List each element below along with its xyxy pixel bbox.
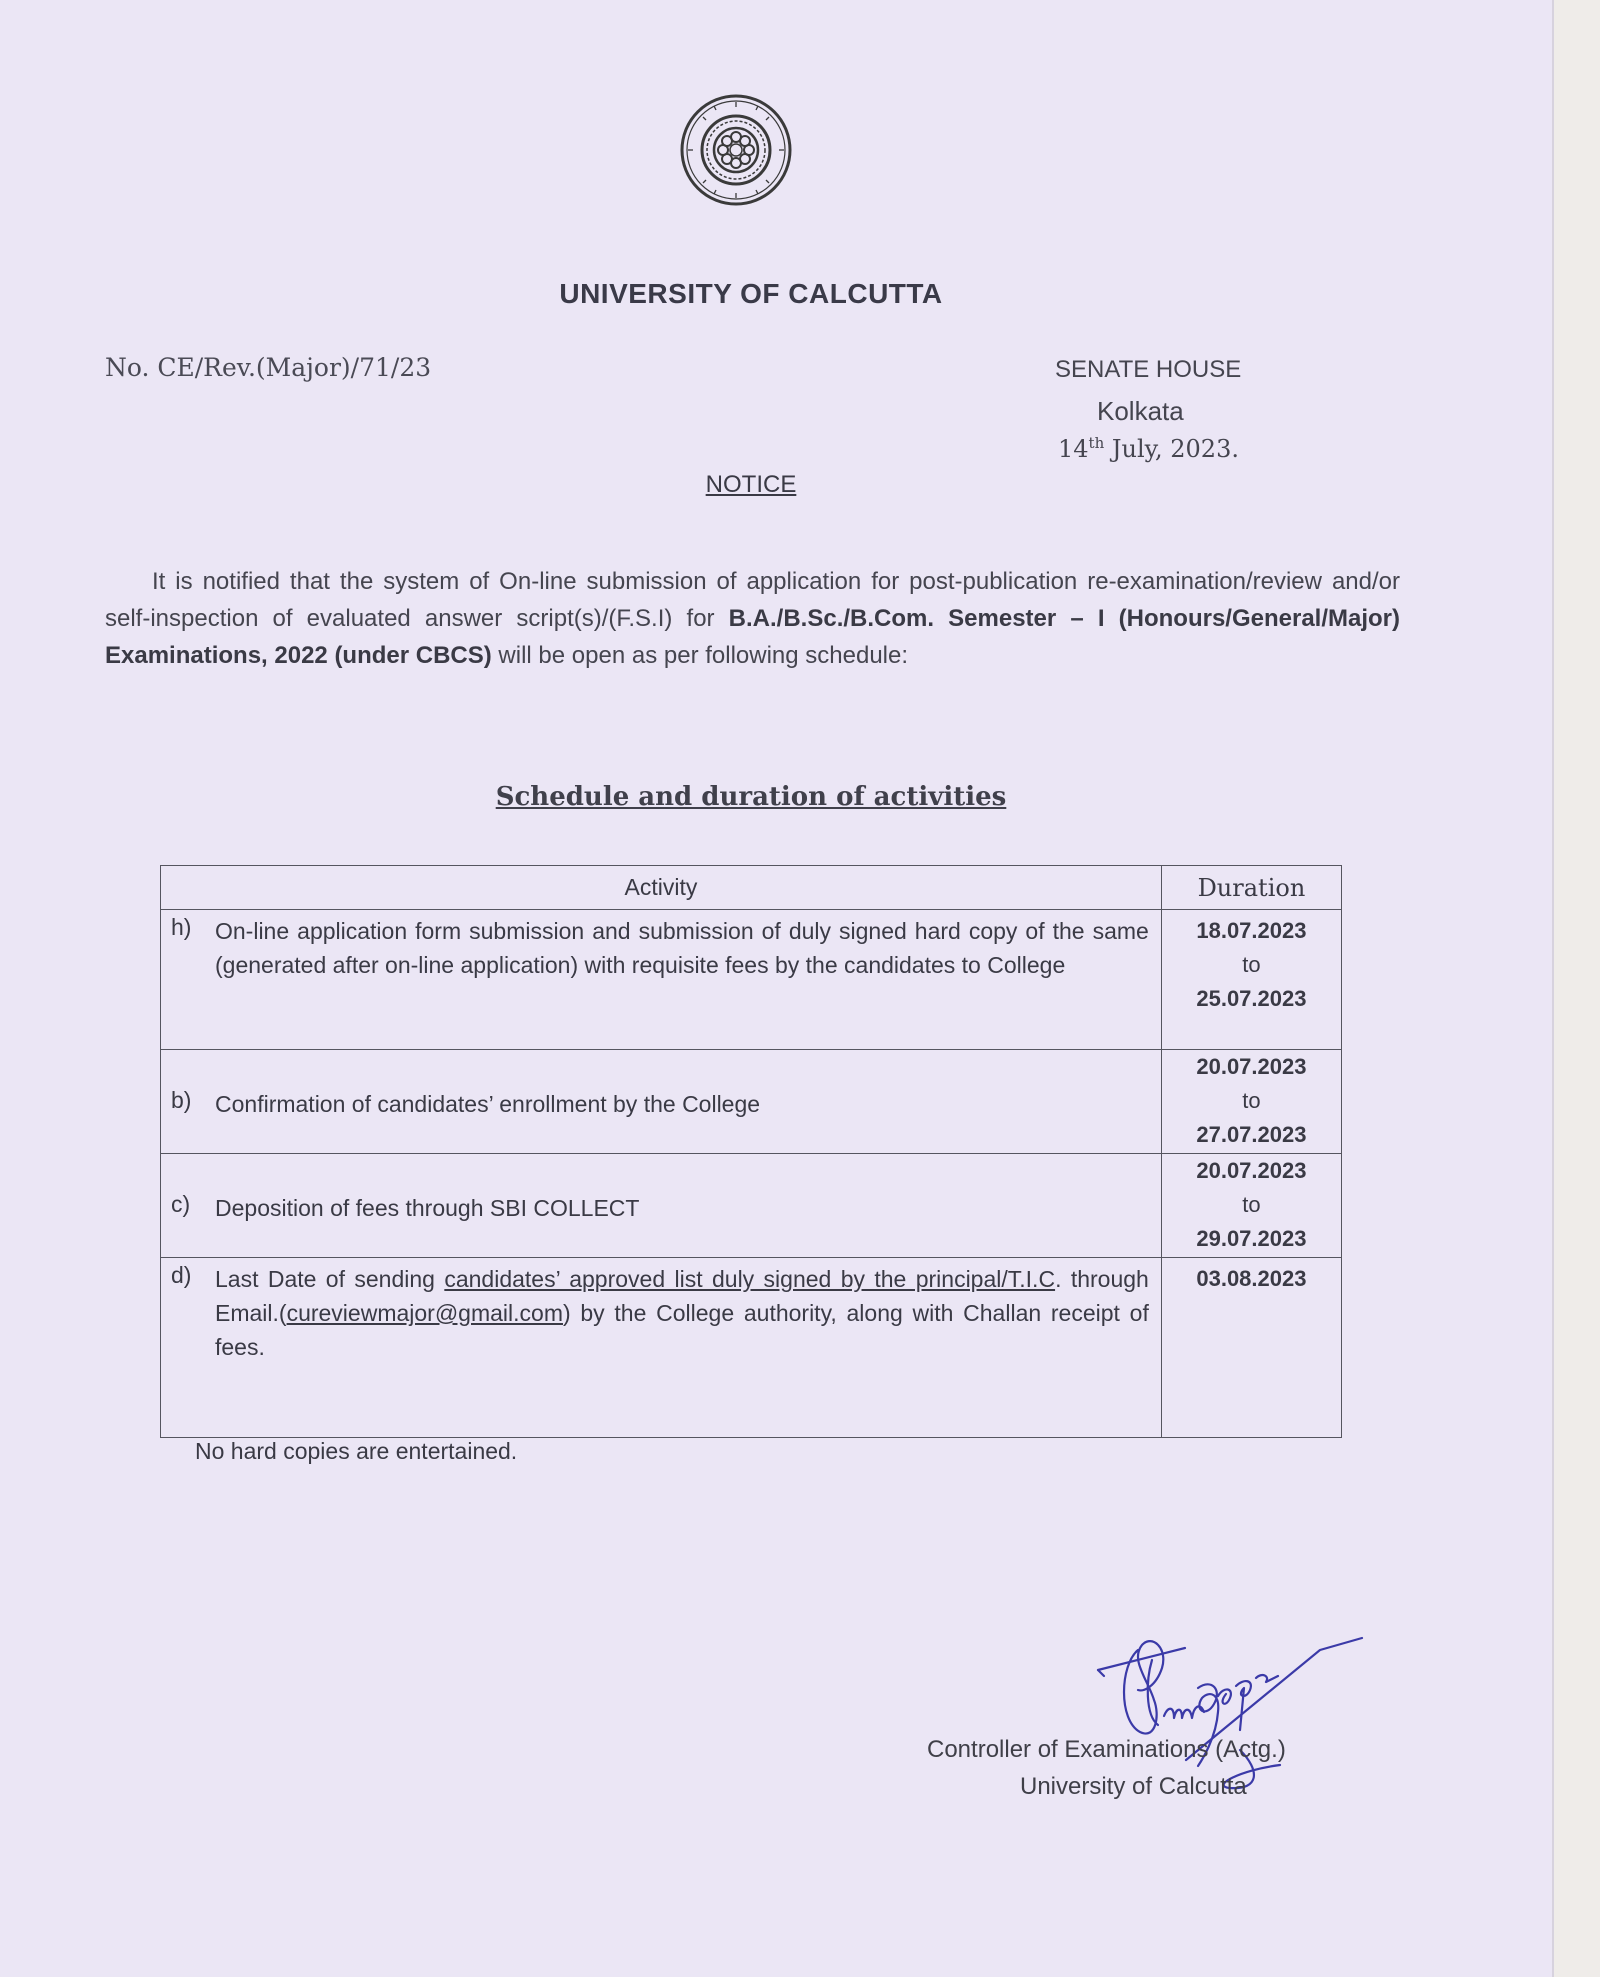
activity-cell: [161, 910, 1162, 1050]
duration-to-word: to: [1242, 1192, 1261, 1217]
duration-from: 20.07.2023: [1196, 1054, 1307, 1079]
duration-from: 20.07.2023: [1196, 1158, 1307, 1183]
notice-heading: NOTICE: [705, 471, 797, 498]
activity-label: d): [171, 1262, 192, 1288]
activity-cell: [161, 1154, 1162, 1258]
duration-cell: [1161, 910, 1341, 1050]
schedule-title: Schedule and duration of activities: [495, 782, 1007, 812]
duration-to: 25.07.2023: [1196, 986, 1307, 1011]
date-day: 14: [1058, 435, 1089, 463]
signatory-title: Controller of Examinations (Actg.): [927, 1736, 1286, 1763]
duration-to-word: to: [1242, 952, 1261, 977]
university-title: UNIVERSITY OF CALCUTTA: [559, 278, 943, 309]
table-row: [161, 1154, 1342, 1258]
duration-cell: [1161, 1258, 1341, 1438]
page-edge: [1552, 0, 1600, 1977]
table-header-row: [161, 866, 1342, 910]
header-duration: Duration: [1161, 866, 1341, 910]
approved-list-phrase: candidates’ approved list duly signed by the principal/T.I.C: [444, 1266, 1056, 1292]
activity-label: h): [171, 914, 192, 940]
activity-cell: [161, 1050, 1162, 1154]
reference-number: No. CE/Rev.(Major)/71/23: [105, 353, 432, 382]
duration-cell: [1161, 1154, 1341, 1258]
activity-label: b): [171, 1086, 192, 1113]
paragraph-text-1: It is notified that the system of On-line submission of application for post-publication re-examination/review and/or self-inspection of evaluated answer script(s)/(F.S.I) for: [105, 568, 1400, 632]
date-rest: July, 2023.: [1104, 435, 1239, 463]
activity-label: c): [171, 1190, 191, 1217]
no-hard-copies-note: No hard copies are entertained.: [195, 1438, 518, 1464]
activity-text: Deposition of fees through SBI COLLECT: [215, 1194, 640, 1221]
header-activity: Activity: [161, 866, 1162, 910]
paragraph-exam-name: B.A./B.Sc./B.Com. Semester – I (Honours/General/Major) Examinations, 2022 (under CBCS): [105, 605, 1401, 669]
table-row: [161, 910, 1342, 1050]
notice-date: [1058, 434, 1239, 463]
activity-cell: [161, 1258, 1162, 1438]
activity-text-b: . through Email.(: [215, 1266, 1149, 1326]
duration-from: 18.07.2023: [1196, 918, 1307, 943]
address-city: Kolkata: [1097, 396, 1184, 426]
activity-text-a: Last Date of sending: [215, 1266, 445, 1292]
signatory-organization: University of Calcutta: [1020, 1773, 1247, 1800]
activity-text: Confirmation of candidates’ enrollment by the College: [215, 1090, 761, 1117]
activity-text: [215, 1262, 1149, 1364]
paragraph-text-2: will be open as per following schedule:: [491, 642, 909, 669]
date-suffix: th: [1088, 434, 1105, 452]
duration-cell: [1161, 1050, 1341, 1154]
duration-to: 29.07.2023: [1196, 1226, 1307, 1251]
schedule-table: [160, 865, 1342, 1438]
table-row: [161, 1050, 1342, 1154]
activity-text-c: ) by the College authority, along with Challan receipt of fees.: [215, 1300, 1149, 1360]
duration-to: 27.07.2023: [1196, 1122, 1307, 1147]
handwritten-signature-icon: [1090, 1620, 1370, 1795]
email-link[interactable]: cureviewmajor@gmail.com: [286, 1300, 563, 1326]
duration-date: 03.08.2023: [1196, 1266, 1307, 1291]
notice-paragraph: [105, 563, 1400, 674]
university-seal-icon: [679, 93, 793, 207]
address-senate-house: SENATE HOUSE: [1055, 356, 1242, 383]
duration-to-word: to: [1242, 1088, 1261, 1113]
table-row: [161, 1258, 1342, 1438]
activity-text: On-line application form submission and submission of duly signed hard copy of the same (generated after on-line application) with requisite fees by the candidates to College: [215, 918, 1149, 978]
